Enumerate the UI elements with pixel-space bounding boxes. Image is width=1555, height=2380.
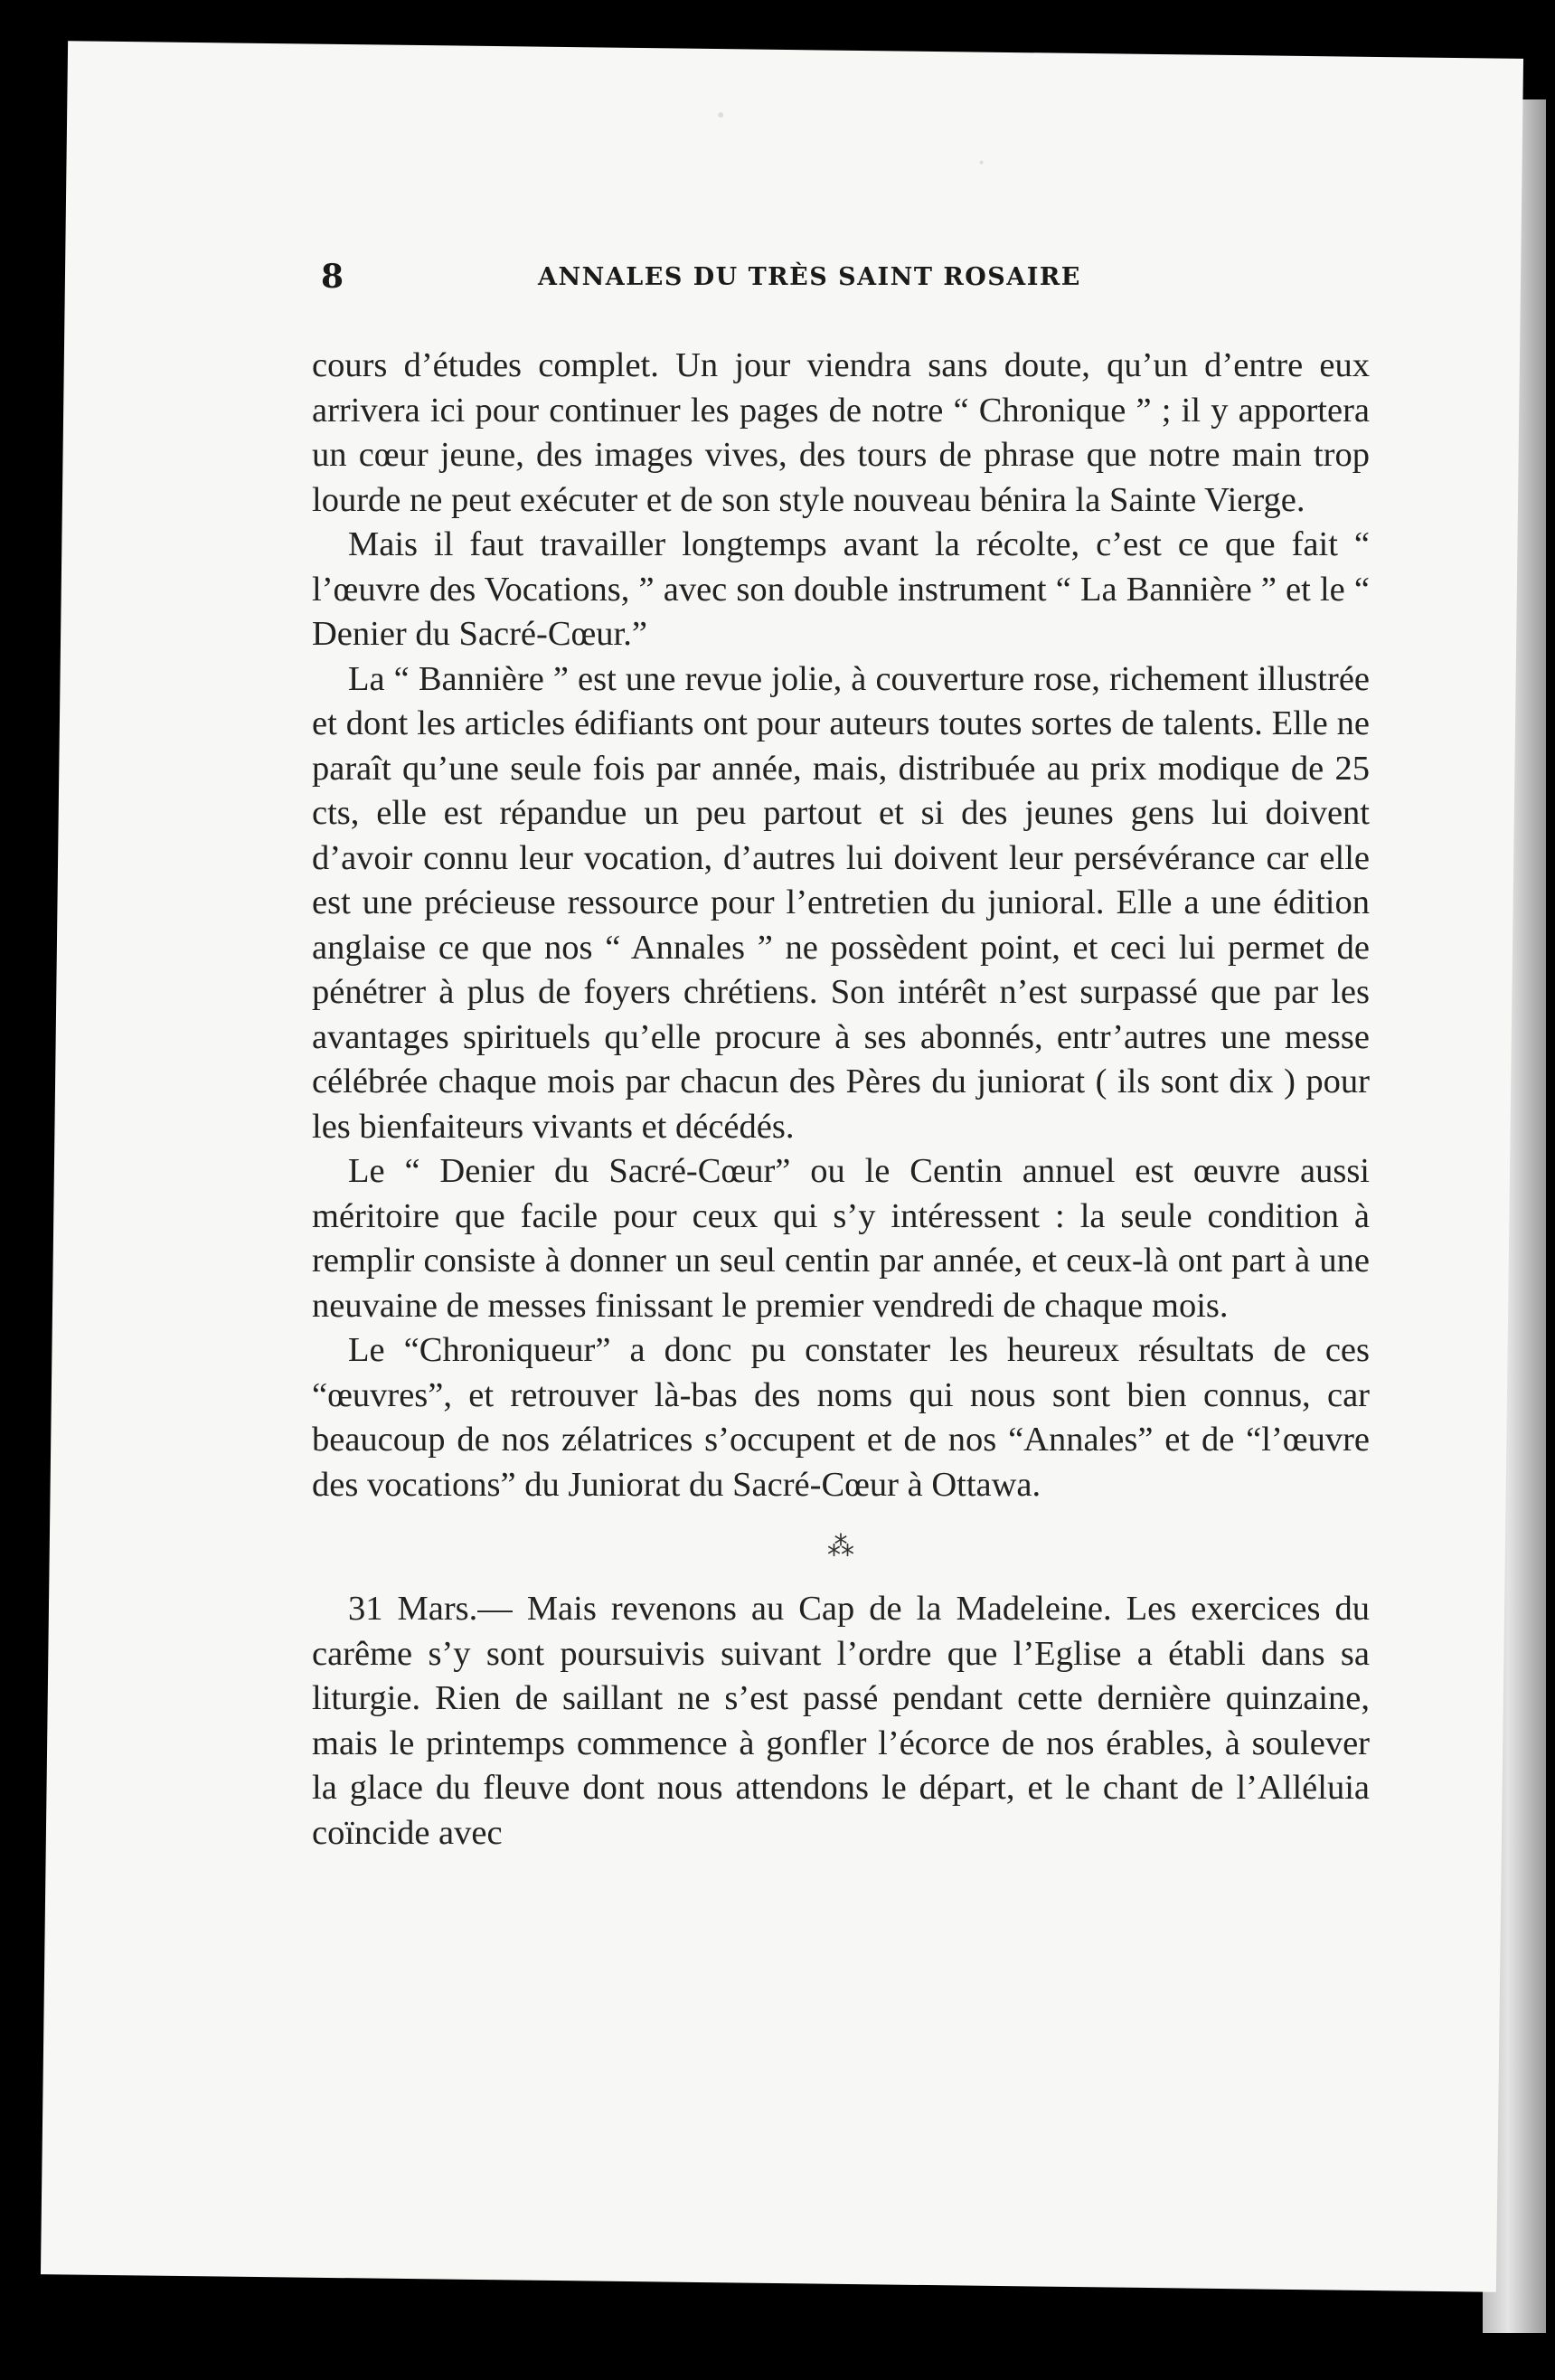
paper-speck (718, 112, 723, 118)
paragraph: 31 Mars.— Mais revenons au Cap de la Madeleine. Les exercices du carême s’y sont poursuivis suivant l’ordre que l’Eglise a établi dans sa liturgie. Rien de saillant ne s’est passé pendant cette dernière quinzaine, mais le printemps commence à gonfler l’écorce de nos érables, à soulever la glace du fleuve dont nous attendons le départ, et le chant de l’Alléluia coïncide avec (312, 1590, 1370, 1852)
body-text (312, 344, 1370, 1856)
paragraph: Le “Chroniqueur” a donc pu constater les heureux résultats de ces “œuvres”, et retrouver là-bas des noms qui nous sont bien connus, car beaucoup de nos zélatrices s’occupent et de nos “Annales” et de “l’œuvre des vocations” du Juniorat du Sacré-Cœur à Ottawa. (312, 1331, 1370, 1504)
paragraph: cours d’études complet. Un jour viendra sans doute, qu’un d’entre eux arrivera ici pour continuer les pages de notre “ Chronique ” ; il y apportera un cœur jeune, des images vives, des tours de phrase que notre main trop lourde ne peut exécuter et de son style nouveau bénira la Sainte Vierge. (312, 346, 1370, 519)
running-title: ANNALES DU TRÈS SAINT ROSAIRE (538, 263, 1081, 291)
paragraph: Le “ Denier du Sacré-Cœur” ou le Centin annuel est œuvre aussi méritoire que facile pour ceux qui s’y intéressent : la seule condition à remplir consiste à donner un seul centin par année, et ceux-là ont part à une neuvaine de messes finissant le premier vendredi de chaque mois. (312, 1152, 1370, 1325)
paragraph: La “ Bannière ” est une revue jolie, à couverture rose, richement illustrée et dont les articles édifiants ont pour auteurs toutes sortes de talents. Elle ne paraît qu’une seule fois par année, mais, distribuée au prix modique de 25 cts, elle est répandue un peu partout et si des jeunes gens lui doivent d’avoir connu leur vocation, d’autres lui doivent leur persévérance car elle est une précieuse ressource pour l’entretien du junioral. Elle a une édition anglaise ce que nos “ Annales ” ne possèdent point, et ceci lui permet de pénétrer à plus de foyers chrétiens. Son intérêt n’est surpassé que par les avantages spirituels qu’elle procure à ses abonnés, entr’autres une messe célébrée chaque mois par chacun des Pères du juniorat ( ils sont dix ) pour les bienfaiteurs vivants et décédés. (312, 659, 1370, 1146)
paper-speck (980, 161, 984, 165)
page-header (321, 258, 1189, 312)
section-asterism: ⁂ (827, 1532, 854, 1562)
paragraph: Mais il faut travailler longtemps avant la récolte, c’est ce que fait “ l’œuvre des Vocations, ” avec son double instrument “ La Bannière ” et le “ Denier du Sacré-Cœur.” (312, 525, 1370, 653)
page-number: 8 (321, 258, 344, 296)
